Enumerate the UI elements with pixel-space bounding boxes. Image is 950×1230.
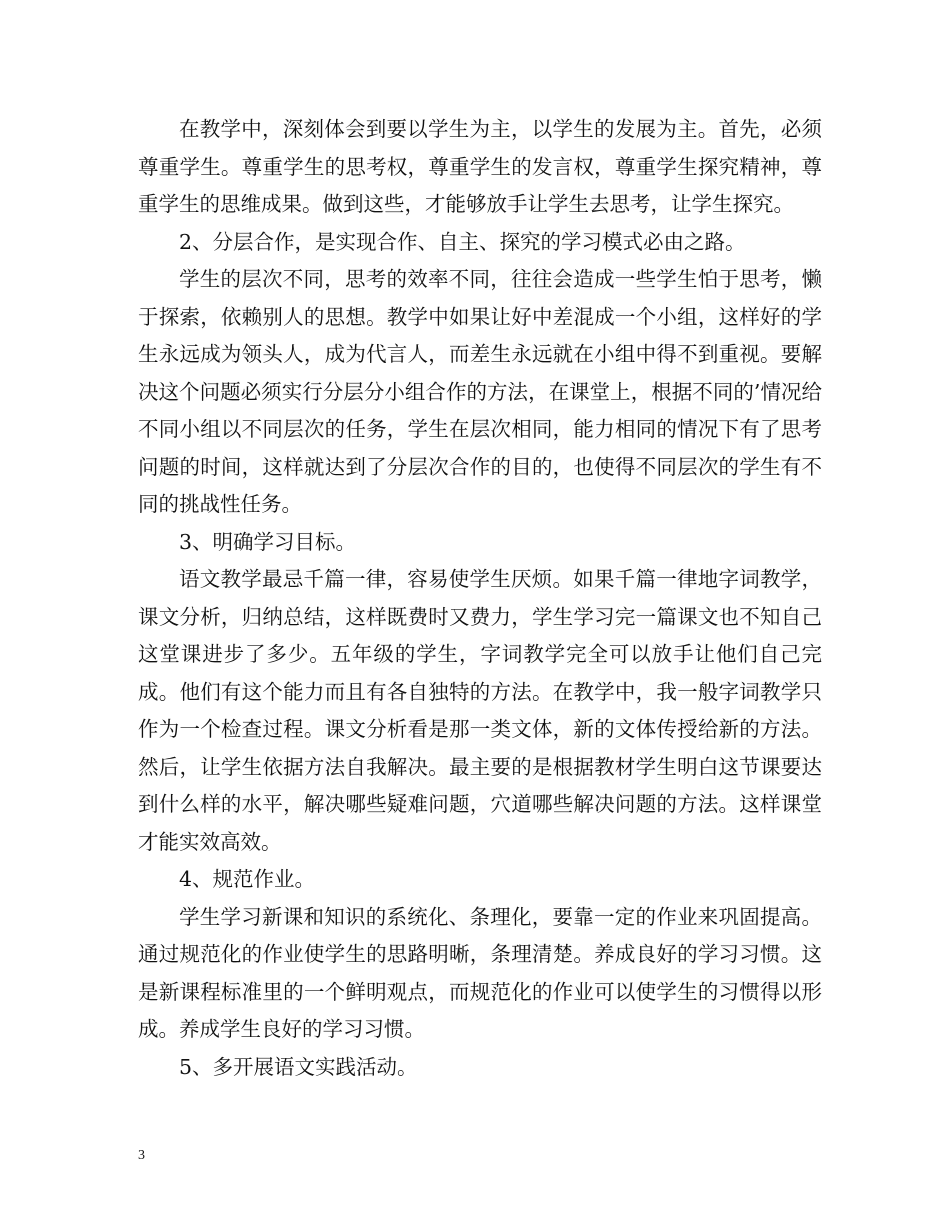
heading-learning-goals: 3、明确学习目标。 (179, 529, 357, 554)
document-body (138, 111, 822, 1086)
heading-practice-activities: 5、多开展语文实践活动。 (179, 1054, 418, 1079)
page-number: 3 (138, 1148, 145, 1163)
heading-layered-cooperation: 2、分层合作，是实现合作、自主、探究的学习模式必由之路。 (179, 229, 746, 254)
heading-standard-homework: 4、规范作业。 (179, 867, 316, 891)
paragraph-learning-goals: 语文教学最忌千篇一律，容易使学生厌烦。如果千篇一律地字词教学，课文分析，归纳总结，这样既费时又费力，学生学习完一篇课文也不知自己这堂课进步了多少。五年级的学生，字词教学完全可以放手让他们自己完成。他们有这个能力而且有各自独特的方法。在教学中，我一般字词教学只作为一个检查过程。课文分析看是那一类文体，新的文体传授给新的方法。然后，让学生依据方法自我解决。最主要的是根据教材学生明白这节课要达到什么样的水平，解决哪些疑难问题，穴道哪些解决问题的方法。这样课堂才能实效高效。 (138, 567, 822, 854)
paragraph-respect-students: 在教学中，深刻体会到要以学生为主，以学生的发展为主。首先，必须尊重学生。尊重学生的思考权，尊重学生的发言权，尊重学生探究精神，尊重学生的思维成果。做到这些，才能够放手让学生去思考，让学生探究。 (138, 117, 822, 216)
paragraph-standard-homework: 学生学习新课和知识的系统化、条理化，要靠一定的作业来巩固提高。通过规范化的作业使学生的思路明晰，条理清楚。养成良好的学习习惯。这是新课程标准里的一个鲜明观点，而规范化的作业可以使学生的习惯得以形成。养成学生良好的学习习惯。 (138, 904, 822, 1041)
paragraph-layered-cooperation: 学生的层次不同，思考的效率不同，往往会造成一些学生怕于思考，懒于探索，依赖别人的思想。教学中如果让好中差混成一个小组，这样好的学生永远成为领头人，成为代言人，而差生永远就在小组中得不到重视。要解决这个问题必须实行分层分小组合作的方法，在课堂上，根据不同的’情况给不同小组以不同层次的任务，学生在层次相同，能力相同的情况下有了思考问题的时间，这样就达到了分层次合作的目的，也使得不同层次的学生有不同的挑战性任务。 (138, 267, 822, 516)
